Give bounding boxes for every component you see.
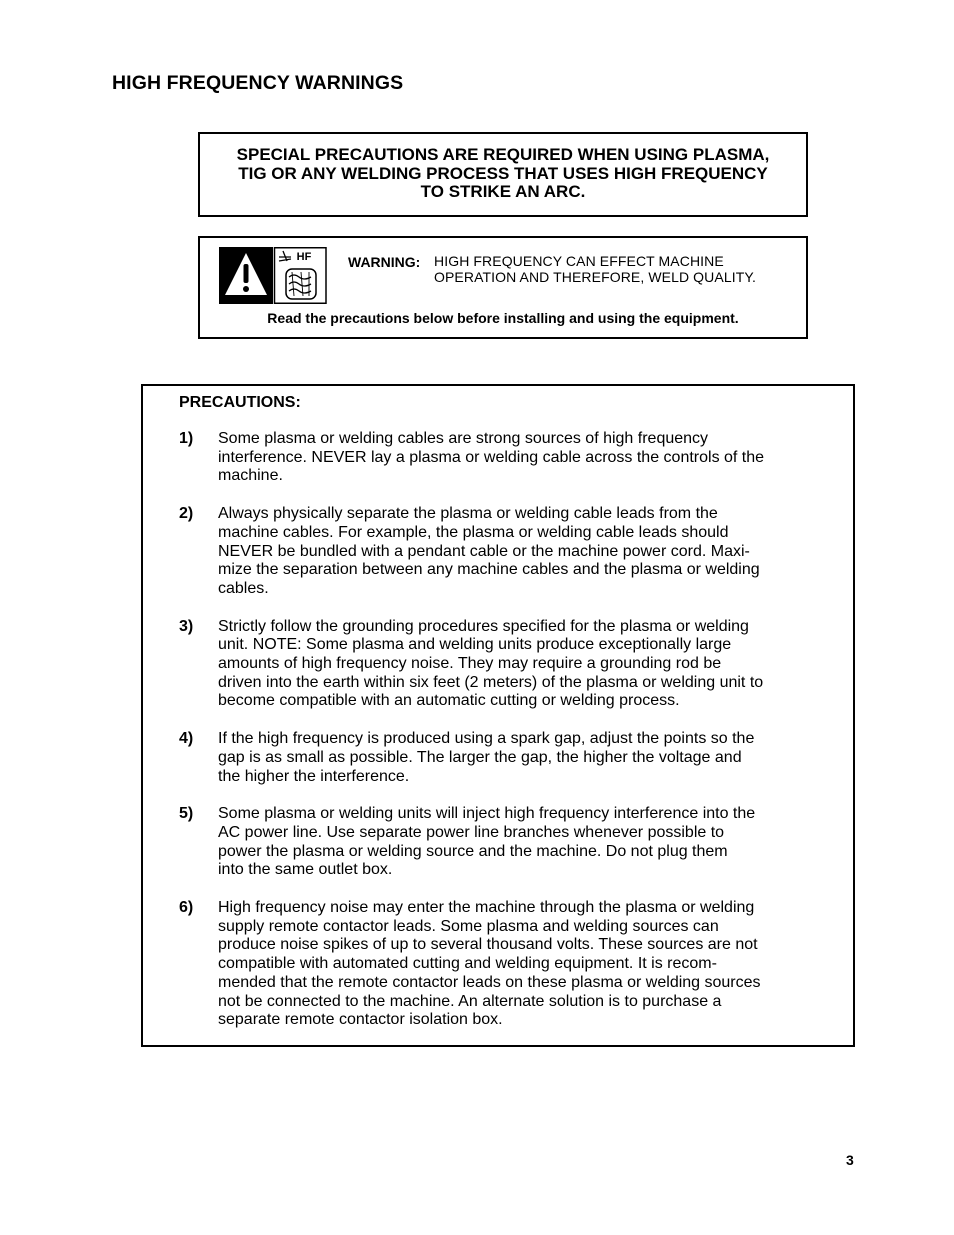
special-line: TO STRIKE AN ARC.	[420, 182, 586, 201]
precaution-number: 5)	[179, 805, 194, 823]
precaution-line: mize the separation between any machine cables and the plasma or welding	[218, 561, 760, 579]
special-precautions-box	[198, 132, 808, 217]
precaution-text	[218, 430, 808, 486]
precaution-line: into the same outlet box.	[218, 861, 393, 879]
precaution-line: If the high frequency is produced using a spark gap, adjust the points so the	[218, 730, 755, 748]
precaution-line: power the plasma or welding source and the machine. Do not plug them	[218, 842, 728, 860]
precaution-line: the higher the interference.	[218, 767, 410, 785]
precaution-line: separate remote contactor isolation box.	[218, 1011, 503, 1029]
precaution-item	[179, 430, 809, 486]
precaution-line: Some plasma or welding cables are strong sources of high frequency	[218, 430, 709, 447]
precaution-line: machine.	[218, 467, 283, 485]
hf-icon-label: HF	[296, 251, 312, 263]
precaution-line: High frequency noise may enter the machine through the plasma or welding	[218, 899, 755, 917]
warning-message-line: OPERATION AND THEREFORE, WELD QUALITY.	[434, 268, 756, 285]
warning-message	[434, 254, 799, 285]
precaution-line: gap is as small as possible. The larger the gap, the higher the voltage and	[218, 748, 742, 766]
precaution-line: AC power line. Use separate power line branches whenever possible to	[218, 823, 725, 841]
precaution-item	[179, 505, 809, 599]
special-line: SPECIAL PRECAUTIONS ARE REQUIRED WHEN USING PLASMA,	[236, 145, 770, 164]
precaution-line: compatible with automated cutting and welding equipment. It is recom-	[218, 955, 717, 973]
precaution-line: unit. NOTE: Some plasma and welding units produce exceptionally large	[218, 636, 732, 654]
special-line: TIG OR ANY WELDING PROCESS THAT USES HIGH FREQUENCY	[238, 163, 768, 183]
precaution-text	[218, 899, 808, 1030]
precaution-line: cables.	[218, 579, 269, 597]
precaution-item	[179, 730, 809, 786]
read-precautions-note: Read the precautions below before installing and using the equipment.	[267, 310, 739, 326]
warning-label: WARNING:	[348, 254, 421, 270]
precaution-line: Strictly follow the grounding procedures specified for the plasma or welding	[218, 617, 749, 635]
page-title: HIGH FREQUENCY WARNINGS	[112, 72, 404, 94]
precaution-line: become compatible with an automatic cutting or welding process.	[218, 692, 680, 710]
precaution-item	[179, 899, 809, 1030]
precaution-line: produce noise spikes of up to several thousand volts. These sources are not	[218, 936, 758, 954]
precaution-text	[218, 730, 808, 786]
precaution-line: not be connected to the machine. An alternate solution is to purchase a	[218, 992, 722, 1010]
precaution-line: Always physically separate the plasma or welding cable leads from the	[218, 505, 718, 523]
special-precautions-text	[200, 146, 806, 202]
precaution-text	[218, 505, 808, 599]
precaution-number: 3)	[179, 617, 194, 635]
precaution-text	[218, 805, 808, 880]
precaution-line: Some plasma or welding units will inject high frequency interference into the	[218, 805, 756, 823]
warning-message-line: HIGH FREQUENCY CAN EFFECT MACHINE	[434, 253, 724, 269]
precaution-item	[179, 618, 809, 712]
page-number: 3	[846, 1152, 854, 1168]
precaution-line: mended that the remote contactor leads on these plasma or welding sources	[218, 973, 761, 991]
precaution-number: 2)	[179, 505, 194, 523]
precaution-number: 6)	[179, 899, 194, 917]
warning-box	[198, 236, 808, 339]
precautions-box	[141, 384, 855, 1047]
precautions-heading: PRECAUTIONS:	[179, 394, 301, 411]
precaution-line: amounts of high frequency noise. They may require a grounding rod be	[218, 655, 722, 673]
precaution-number: 1)	[179, 430, 194, 447]
precautions-list	[179, 430, 809, 1049]
precaution-line: supply remote contactor leads. Some plasma and welding sources can	[218, 917, 719, 935]
precaution-item	[179, 805, 809, 880]
precaution-number: 4)	[179, 730, 194, 748]
caution-triangle-hf-icon	[219, 247, 327, 304]
precaution-line: NEVER be bundled with a pendant cable or the machine power cord. Maxi-	[218, 542, 750, 560]
precaution-line: interference. NEVER lay a plasma or welding cable across the controls of the	[218, 448, 765, 466]
precaution-line: driven into the earth within six feet (2 meters) of the plasma or welding unit to	[218, 673, 764, 691]
precaution-text	[218, 618, 808, 712]
precaution-line: machine cables. For example, the plasma or welding cable leads should	[218, 523, 729, 541]
